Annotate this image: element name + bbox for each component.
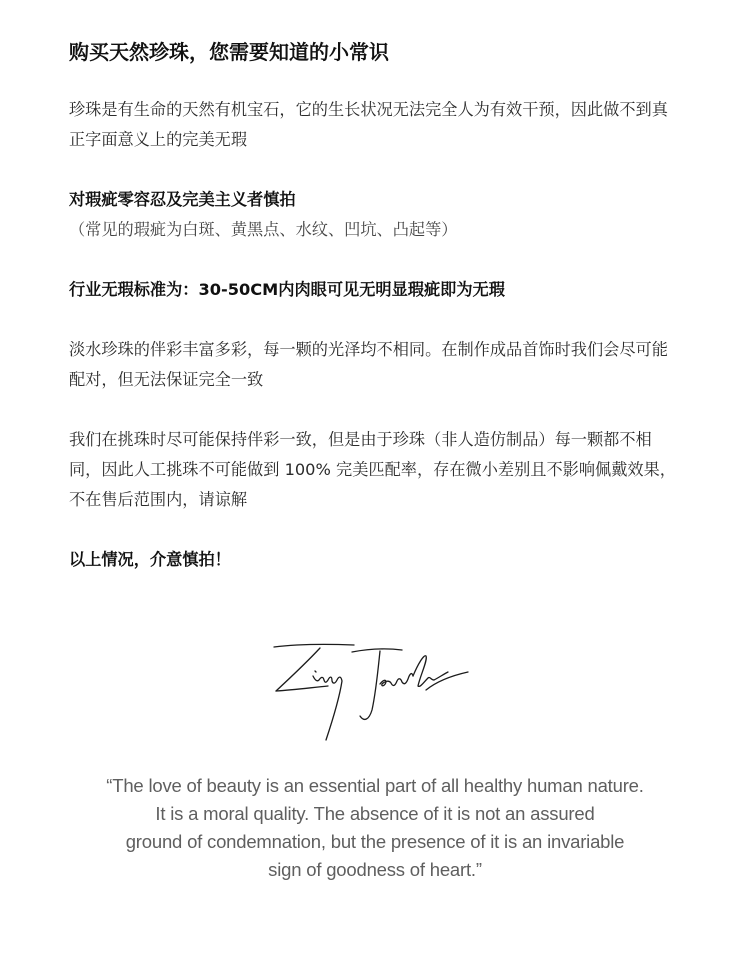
beauty-quote (75, 772, 675, 884)
paragraph-flaw-warning (69, 185, 681, 245)
handwritten-signature-icon (268, 636, 478, 746)
quote-line: ground of condemnation, but the presence of it is an invariable (125, 831, 625, 852)
paragraph-industry-standard: 行业无瑕标准为：30-50CM内肉眼可见无明显瑕疵即为无瑕 (69, 280, 505, 299)
page-title: 购买天然珍珠，您需要知道的小常识 (69, 40, 389, 64)
paragraph-living-gem: 珍珠是有生命的天然有机宝石，它的生长状况无法完全人为有效干预，因此做不到真正字面意义上的完美无瑕 (69, 100, 668, 149)
paragraph-matching-policy: 我们在挑珠时尽可能保持伴彩一致，但是由于珍珠（非人造仿制品）每一颗都不相同，因此人工挑珠不可能做到 100% 完美匹配率，存在微小差别且不影响佩戴效果，不在售后范围内，请谅解 (69, 430, 676, 509)
quote-line: It is a moral quality. The absence of it is not an assured (155, 803, 595, 824)
flaw-warning-detail: （常见的瑕疵为白斑、黄黑点、水纹、凹坑、凸起等） (69, 220, 458, 239)
quote-line: sign of goodness of heart.” (268, 859, 482, 880)
paragraph-overtone-color: 淡水珍珠的伴彩丰富多彩，每一颗的光泽均不相同。在制作成品首饰时我们会尽可能配对，但无法保证完全一致 (69, 340, 668, 389)
flaw-warning-emphasis: 对瑕疵零容忍及完美主义者慎拍 (69, 190, 296, 209)
quote-line: “The love of beauty is an essential part of all healthy human nature. (106, 775, 644, 796)
paragraph-final-note: 以上情况，介意慎拍！ (69, 550, 231, 569)
